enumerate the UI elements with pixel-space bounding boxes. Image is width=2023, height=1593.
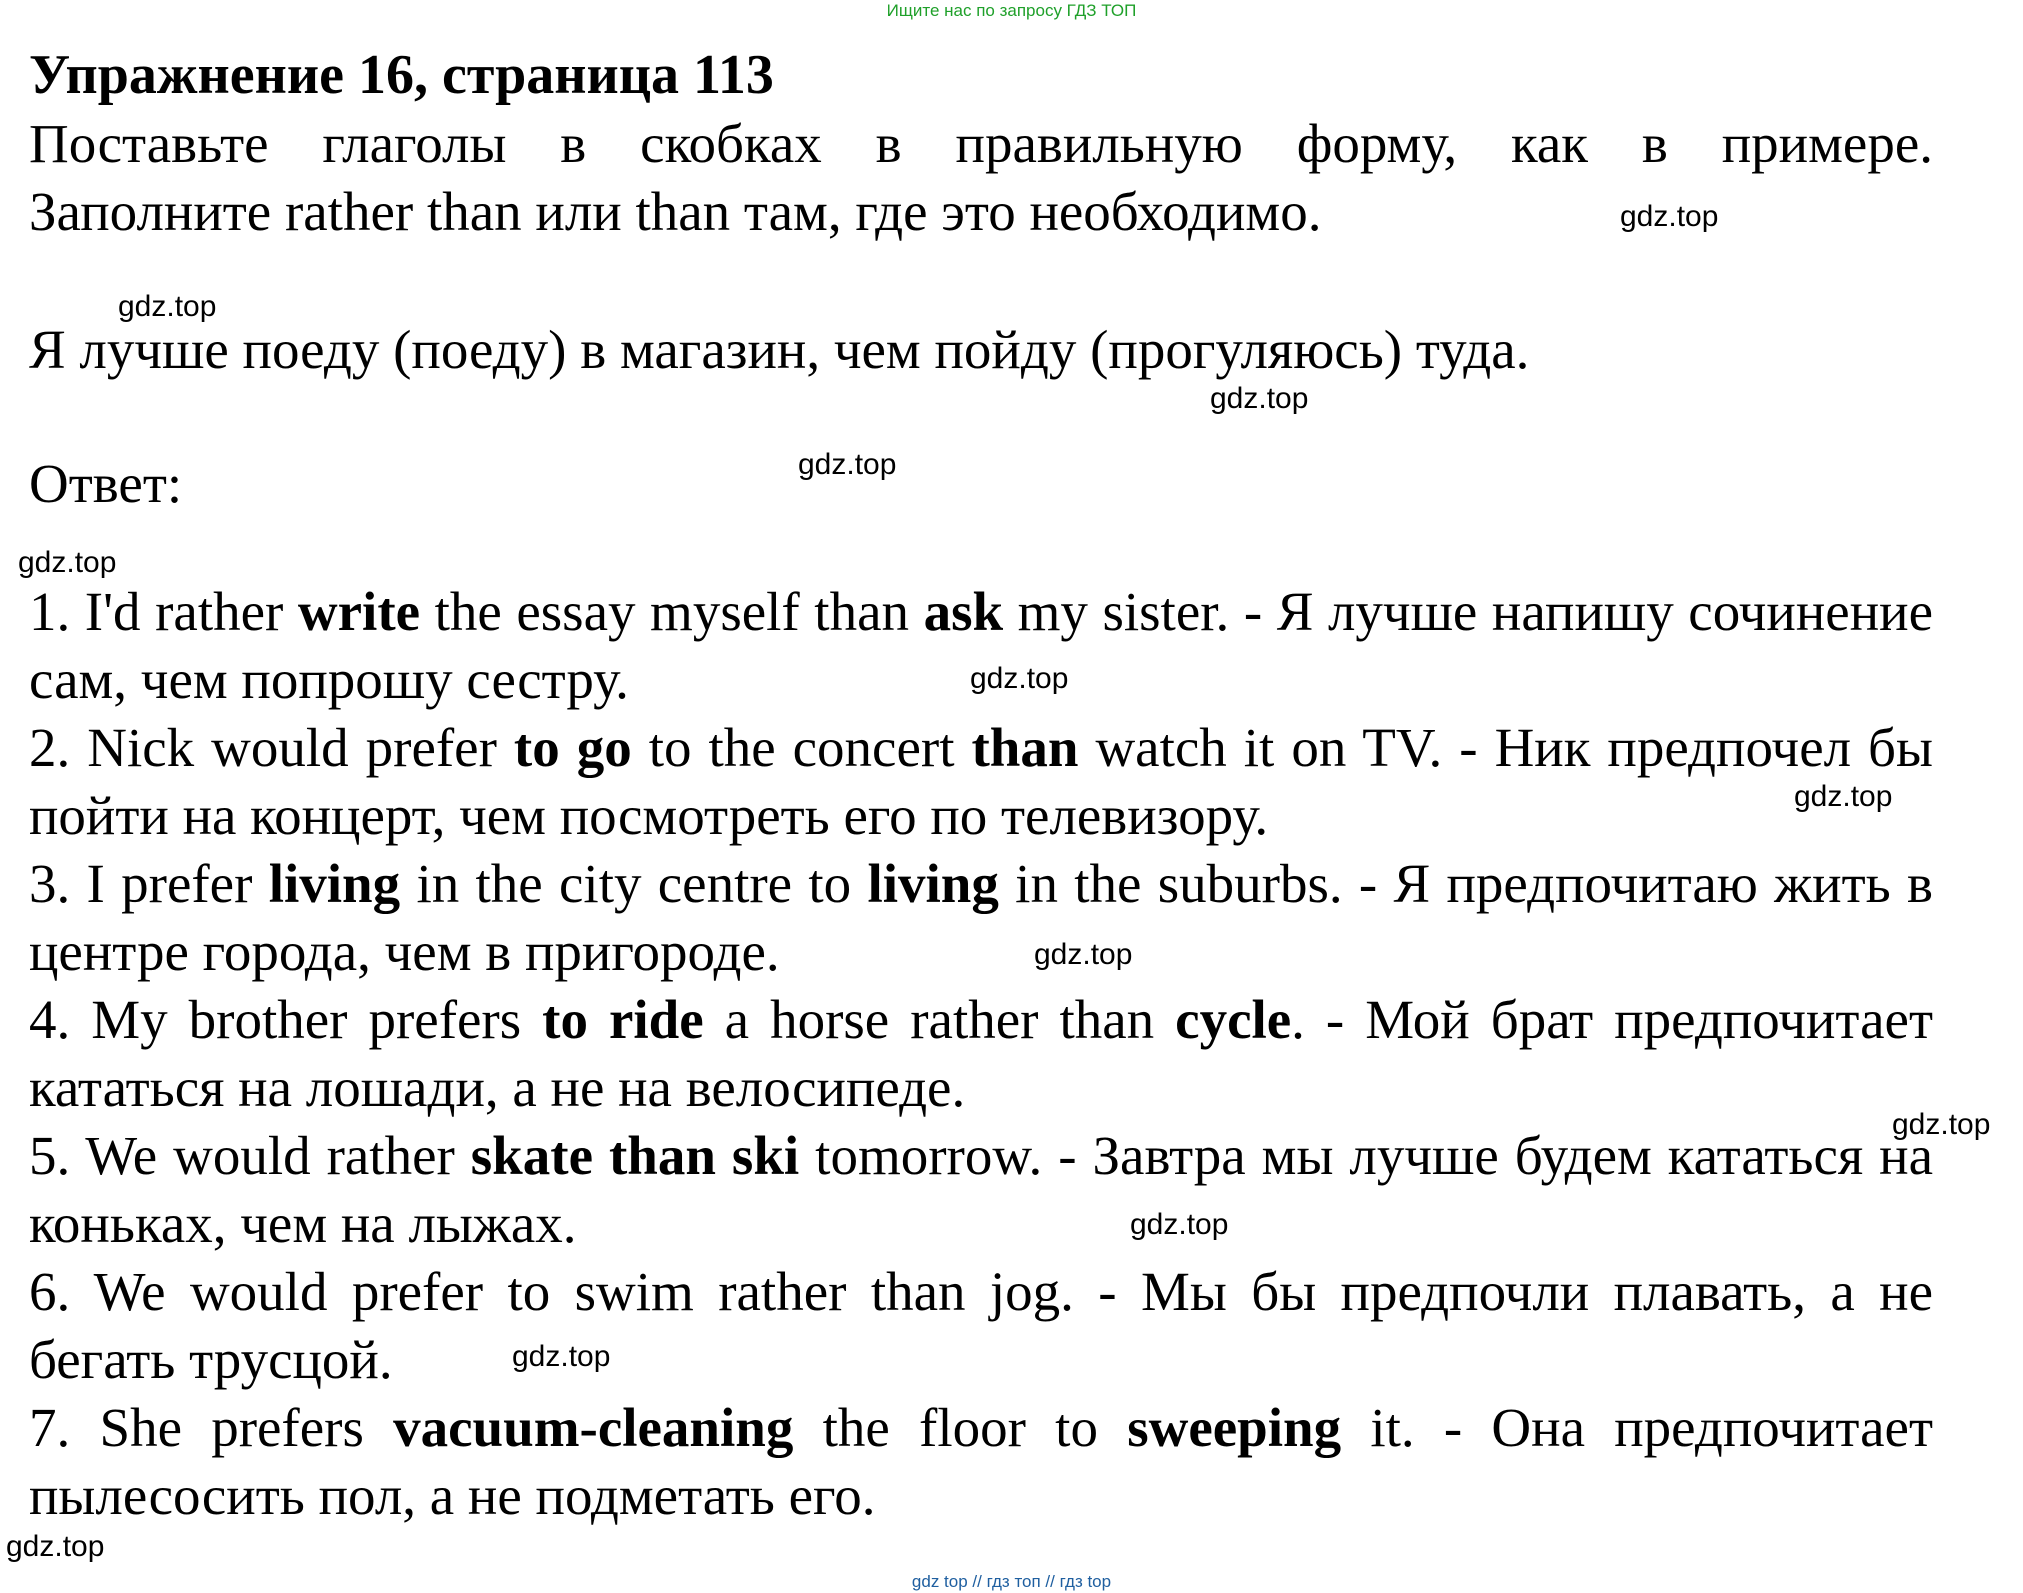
watermark: gdz.top (512, 1340, 611, 1373)
watermark: gdz.top (1892, 1108, 1991, 1141)
watermark: gdz.top (1210, 382, 1309, 415)
watermark: gdz.top (970, 662, 1069, 695)
top-banner: Ищите нас по запросу ГДЗ ТОП (886, 1, 1137, 20)
instruction-line-1: Поставьте глаголы в скобках в правильную форму, как в примере. (29, 113, 1933, 174)
watermark: gdz.top (18, 546, 117, 579)
watermark: gdz.top (798, 448, 897, 481)
watermark: gdz.top (1130, 1208, 1229, 1241)
watermark: gdz.top (6, 1530, 105, 1563)
answer-item-7: 7. She prefers vacuum-cleaning the floor to sweeping it. - Она предпочитает пылесосить пол, а не подметать его. (29, 1397, 1933, 1526)
watermark: gdz.top (118, 290, 217, 323)
bottom-banner: gdz top // гдз топ // гдз top (911, 1572, 1112, 1591)
answer-item-5: 5. We would rather skate than ski tomorrow. - Завтра мы лучше будем кататься на коньках, чем на лыжах. (29, 1125, 1934, 1254)
answer-label: Ответ: (29, 453, 183, 514)
answer-item-1: 1. I'd rather write the essay myself than ask my sister. - Я лучше напишу сочинение сам, чем попрошу сестру. (29, 581, 1933, 710)
answer-item-4: 4. My brother prefers to ride a horse rather than cycle. - Мой брат предпочитает кататься на лошади, а не на велосипеде. (29, 989, 1933, 1118)
answer-item-6: 6. We would prefer to swim rather than jog. - Мы бы предпочли плавать, а не бегать трусцой. (29, 1261, 1933, 1390)
answer-list (29, 578, 1933, 1530)
watermark: gdz.top (1794, 780, 1893, 813)
page-title: Упражнение 16, страница 113 (29, 44, 774, 106)
watermark: gdz.top (1034, 938, 1133, 971)
example-sentence: Я лучше поеду (поеду) в магазин, чем пойду (прогуляюсь) туда. (29, 319, 1530, 380)
answer-item-3: 3. I prefer living in the city centre to living in the suburbs. - Я предпочитаю жить в центре города, чем в пригороде. (29, 853, 1933, 982)
watermark: gdz.top (1620, 200, 1719, 233)
answer-item-2: 2. Nick would prefer to go to the concert than watch it on TV. - Ник предпочел бы пойти на концерт, чем посмотреть его по телевизору. (29, 717, 1933, 846)
instruction-line-2: Заполните rather than или than там, где это необходимо. (29, 181, 1322, 242)
